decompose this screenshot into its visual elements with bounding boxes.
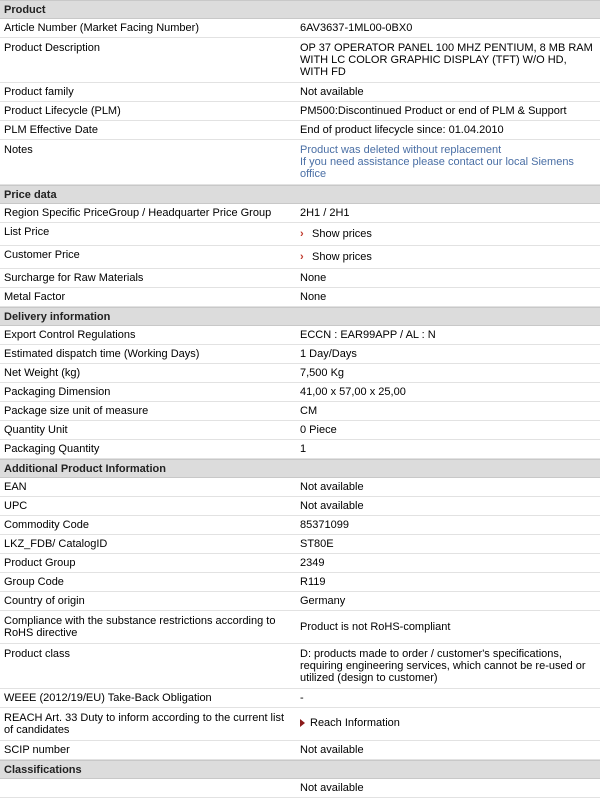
row-reach: [0, 708, 600, 741]
row-product-group: [0, 554, 600, 573]
section-header-price: Price data: [0, 185, 600, 204]
row-product-class: [0, 644, 600, 689]
reach-information-link[interactable]: [300, 717, 400, 729]
row-plm-effective-date: [0, 121, 600, 140]
row-value: 1 Day/Days: [300, 348, 357, 360]
row-label: PLM Effective Date: [4, 124, 98, 136]
row-country-of-origin: [0, 592, 600, 611]
row-value: OP 37 OPERATOR PANEL 100 MHZ PENTIUM, 8 MB RAM WITH LC COLOR GRAPHIC DISPLAY (TFT) W/O HD, WITH FD: [300, 42, 593, 78]
row-label: List Price: [4, 226, 50, 238]
row-label: Metal Factor: [4, 291, 66, 303]
row-value: -: [300, 692, 304, 704]
row-surcharge: [0, 269, 600, 288]
row-region-price-group: [0, 204, 600, 223]
row-label: Packaging Quantity: [4, 443, 100, 455]
row-label: WEEE (2012/19/EU) Take-Back Obligation: [4, 692, 212, 704]
row-value: End of product lifecycle since: 01.04.2010: [300, 124, 504, 136]
row-value: Germany: [300, 595, 346, 607]
section-header-additional: Additional Product Information: [0, 459, 600, 478]
triangle-right-icon: [300, 719, 305, 727]
row-label: UPC: [4, 500, 28, 512]
row-ean: [0, 478, 600, 497]
row-value: 0 Piece: [300, 424, 337, 436]
row-value: Product is not RoHS-compliant: [300, 621, 451, 633]
row-label: Product Lifecycle (PLM): [4, 105, 121, 117]
row-group-code: [0, 573, 600, 592]
row-value: 2349: [300, 557, 325, 569]
row-value: Not available: [300, 782, 364, 794]
row-value: 1: [300, 443, 307, 455]
row-label: Packaging Dimension: [4, 386, 111, 398]
row-upc: [0, 497, 600, 516]
notes-value: [296, 140, 600, 184]
link-label: Reach Information: [310, 717, 400, 729]
row-value: None: [300, 272, 327, 284]
row-value: R119: [300, 576, 326, 588]
row-metal-factor: [0, 288, 600, 307]
row-value: Not available: [300, 744, 364, 756]
note-contact: If you need assistance please contact our local Siemens office: [300, 156, 574, 180]
row-product-lifecycle: [0, 102, 600, 121]
row-value: CM: [300, 405, 318, 417]
row-value: PM500:Discontinued Product or end of PLM & Support: [300, 105, 567, 117]
row-label: Notes: [4, 144, 33, 156]
row-quantity-unit: [0, 421, 600, 440]
link-label: Show prices: [312, 251, 372, 263]
row-product-family: [0, 83, 600, 102]
row-package-size-unit: [0, 402, 600, 421]
row-label: Product class: [4, 648, 71, 660]
row-value: 2H1 / 2H1: [300, 207, 350, 219]
row-value: 6AV3637-1ML00-0BX0: [300, 22, 413, 34]
row-label: Net Weight (kg): [4, 367, 81, 379]
row-value: 7,500 Kg: [300, 367, 345, 379]
row-label: LKZ_FDB/ CatalogID: [4, 538, 108, 550]
row-label: Commodity Code: [4, 519, 89, 531]
row-label: Package size unit of measure: [4, 405, 149, 417]
show-customer-prices-link[interactable]: [300, 251, 372, 263]
row-value: 41,00 x 57,00 x 25,00: [300, 386, 406, 398]
row-classifications: [0, 779, 600, 798]
row-product-description: [0, 38, 600, 83]
section-header-delivery: Delivery information: [0, 307, 600, 326]
row-label: Compliance with the substance restrictions according to RoHS directive: [4, 615, 276, 639]
row-label: SCIP number: [4, 744, 70, 756]
row-catalog-id: [0, 535, 600, 554]
show-list-prices-link[interactable]: [300, 228, 372, 240]
row-label: Group Code: [4, 576, 64, 588]
row-label: Quantity Unit: [4, 424, 68, 436]
row-packaging-quantity: [0, 440, 600, 459]
section-header-classifications: Classifications: [0, 760, 600, 779]
row-label: REACH Art. 33 Duty to inform according to the current list of candidates: [4, 712, 285, 736]
row-label: Product Description: [4, 42, 100, 54]
row-commodity-code: [0, 516, 600, 535]
row-label: [0, 779, 296, 797]
note-deleted: Product was deleted without replacement: [300, 144, 502, 156]
row-scip-number: [0, 741, 600, 760]
row-label: EAN: [4, 481, 27, 493]
row-value: Not available: [300, 500, 364, 512]
row-list-price: [0, 223, 600, 246]
chevron-right-icon: ›: [300, 251, 304, 263]
row-packaging-dimension: [0, 383, 600, 402]
row-value: ECCN : EAR99APP / AL : N: [300, 329, 436, 341]
row-label: Product family: [4, 86, 74, 98]
row-label: Article Number (Market Facing Number): [4, 22, 199, 34]
row-customer-price: [0, 246, 600, 269]
row-notes: [0, 140, 600, 185]
chevron-right-icon: ›: [300, 228, 304, 240]
row-value: Not available: [300, 86, 364, 98]
section-header-product: Product: [0, 0, 600, 19]
row-article-number: [0, 19, 600, 38]
row-label: Export Control Regulations: [4, 329, 136, 341]
row-weee: [0, 689, 600, 708]
row-label: Region Specific PriceGroup / Headquarter Price Group: [4, 207, 272, 219]
link-label: Show prices: [312, 228, 372, 240]
row-net-weight: [0, 364, 600, 383]
row-rohs-compliance: [0, 611, 600, 644]
row-label: Estimated dispatch time (Working Days): [4, 348, 200, 360]
row-value: ST80E: [300, 538, 334, 550]
row-dispatch-time: [0, 345, 600, 364]
row-value: Not available: [300, 481, 364, 493]
row-export-control: [0, 326, 600, 345]
row-value: D: products made to order / customer's specifications, requiring engineering services, which cannot be re-used or utilized (design to customer): [300, 648, 586, 684]
row-label: Country of origin: [4, 595, 85, 607]
row-value: None: [300, 291, 327, 303]
row-label: Surcharge for Raw Materials: [4, 272, 144, 284]
row-label: Customer Price: [4, 249, 80, 261]
row-value: 85371099: [300, 519, 349, 531]
row-label: Product Group: [4, 557, 76, 569]
